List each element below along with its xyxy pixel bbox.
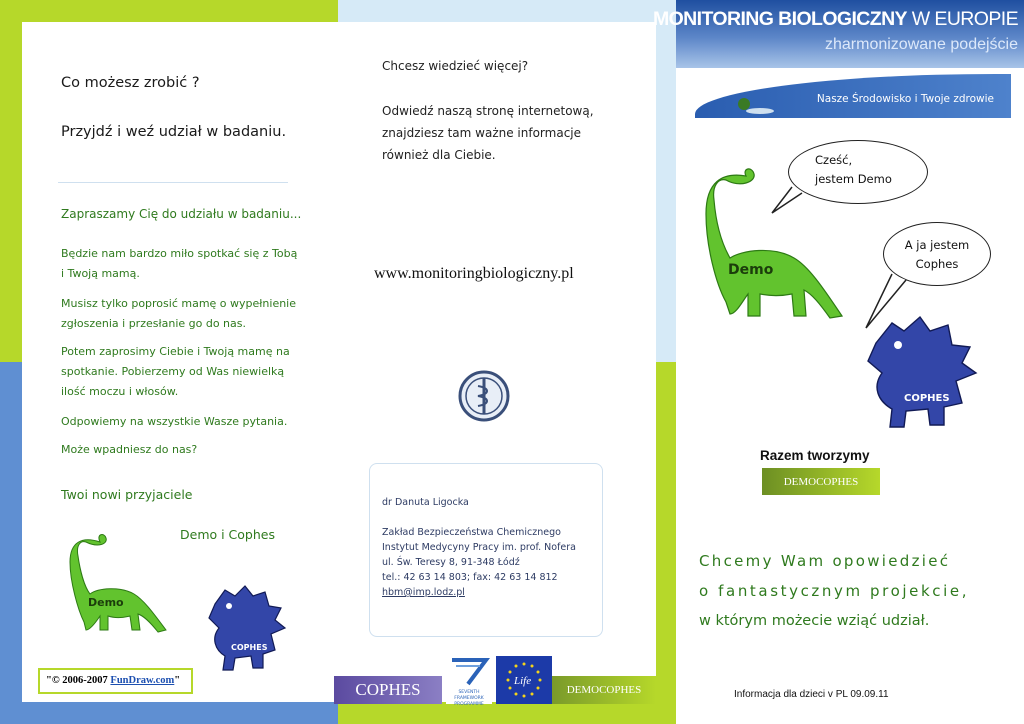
tell-line-1: Chcemy Wam opowiedzieć — [699, 552, 951, 570]
paragraph-samples — [61, 342, 290, 402]
paragraph-line: Potem zaprosimy Ciebie i Twoją mamę na — [61, 345, 290, 358]
visit-website-text — [382, 100, 594, 166]
demo-label: Demo — [88, 596, 124, 609]
demo-dinosaur-icon — [62, 530, 172, 640]
paragraph-visit: Może wpadniesz do nas? — [61, 443, 198, 456]
credit-prefix: "© 2006-2007 — [46, 675, 111, 686]
paragraph-line: zgłoszenia i przesłanie go do nas. — [61, 317, 246, 330]
footer-version: Informacja dla dzieci v PL 09.09.11 — [734, 689, 889, 700]
bubble-line: Cześć, — [815, 153, 853, 167]
fundraw-link[interactable]: FunDraw.com — [110, 675, 175, 686]
demo-dinosaur-icon — [696, 166, 846, 324]
fp7-logo — [446, 656, 492, 707]
paragraph-meet — [61, 244, 297, 284]
together-heading: Razem tworzymy — [760, 448, 870, 463]
banner-title-light: W EUROPIE — [911, 8, 1018, 30]
cophes-label: COPHES — [904, 393, 950, 404]
eu-flag-icon — [496, 656, 552, 704]
paragraph-answers: Odpowiemy na wszystkie Wasze pytania. — [61, 415, 288, 428]
paragraph-form — [61, 294, 296, 334]
democophes-logo-text: DEMOCOPHES — [566, 684, 642, 696]
cophes-label: COPHES — [231, 643, 268, 652]
friends-heading: Twoi nowi przyjaciele — [61, 487, 193, 502]
fp7-line: PROGRAMME — [454, 702, 484, 707]
eu-stars-icon — [496, 656, 552, 704]
paragraph-line: Musisz tylko poprosić mamę o wypełnienie — [61, 297, 297, 310]
paragraph-line: spotkanie. Pobierzemy od Was niewielką — [61, 365, 285, 378]
credit-suffix: " — [174, 675, 181, 686]
more-info-text: Chcesz wiedzieć więcej? — [382, 59, 529, 73]
invite-text: Zapraszamy Cię do udziału w badaniu... — [61, 207, 302, 221]
bubble-line: jestem Demo — [815, 172, 892, 186]
paragraph-line: ilość moczu i włosów. — [61, 385, 179, 398]
contact-phone: tel.: 42 63 14 803; fax: 42 63 14 812 — [382, 572, 558, 583]
paragraph-line: Będzie nam bardzo miło spotkać się z Tobą — [61, 247, 298, 260]
banner-title — [653, 8, 1018, 31]
tell-line-2: o fantastycznym projekcie, — [699, 582, 970, 600]
contact-email-link[interactable]: hbm@imp.lodz.pl — [382, 587, 465, 598]
friends-names: Demo i Cophes — [180, 527, 275, 542]
participate-heading: Przyjdź i weź udział w badaniu. — [61, 124, 287, 140]
bubble-line: Cophes — [915, 257, 959, 271]
globe-icon — [736, 96, 780, 116]
contact-institute: Instytut Medycyny Pracy im. prof. Nofera — [382, 542, 576, 553]
visit-line: znajdziesz tam ważne informacje — [382, 126, 582, 140]
banner-title-bold: MONITORING BIOLOGICZNY — [652, 8, 907, 30]
medical-caduceus-icon — [456, 368, 512, 424]
bubble-line: A ja jestem — [904, 238, 970, 252]
life-logo-text: Life — [514, 675, 532, 687]
fp7-line: SEVENTH FRAMEWORK — [454, 690, 484, 701]
visit-line: Odwiedź naszą stronę internetową, — [382, 104, 594, 118]
cophes-dinosaur-icon — [864, 315, 982, 431]
theme-band-text: Nasze Środowisko i Twoje zdrowie — [816, 93, 994, 105]
divider — [58, 182, 288, 183]
paragraph-line: i Twoją mamą. — [61, 267, 140, 280]
banner-subtitle: zharmonizowane podejście — [825, 36, 1018, 53]
cophes-logo-text: COPHES — [355, 680, 421, 699]
demo-label: Demo — [728, 262, 774, 278]
democophes-logo — [762, 468, 880, 495]
contact-box — [369, 463, 603, 637]
fp7-seven-icon — [446, 656, 492, 686]
question-heading: Co możesz zrobić ? — [61, 75, 200, 91]
cophes-logo — [334, 676, 442, 704]
visit-line: również dla Ciebie. — [382, 148, 496, 162]
contact-address: ul. Św. Teresy 8, 91-348 Łódź — [382, 557, 520, 568]
website-url-link[interactable]: www.monitoringbiologiczny.pl — [374, 265, 574, 282]
democophes-logo-text: DEMOCOPHES — [783, 475, 859, 488]
fp7-text — [446, 690, 492, 708]
cophes-dinosaur-icon — [205, 584, 290, 674]
tell-line-3: w którym możecie wziąć udział. — [699, 613, 930, 629]
contact-name: dr Danuta Ligocka — [382, 497, 469, 508]
credit-box — [38, 668, 193, 694]
contact-department: Zakład Bezpieczeństwa Chemicznego — [382, 527, 561, 538]
democophes-logo — [552, 676, 656, 704]
